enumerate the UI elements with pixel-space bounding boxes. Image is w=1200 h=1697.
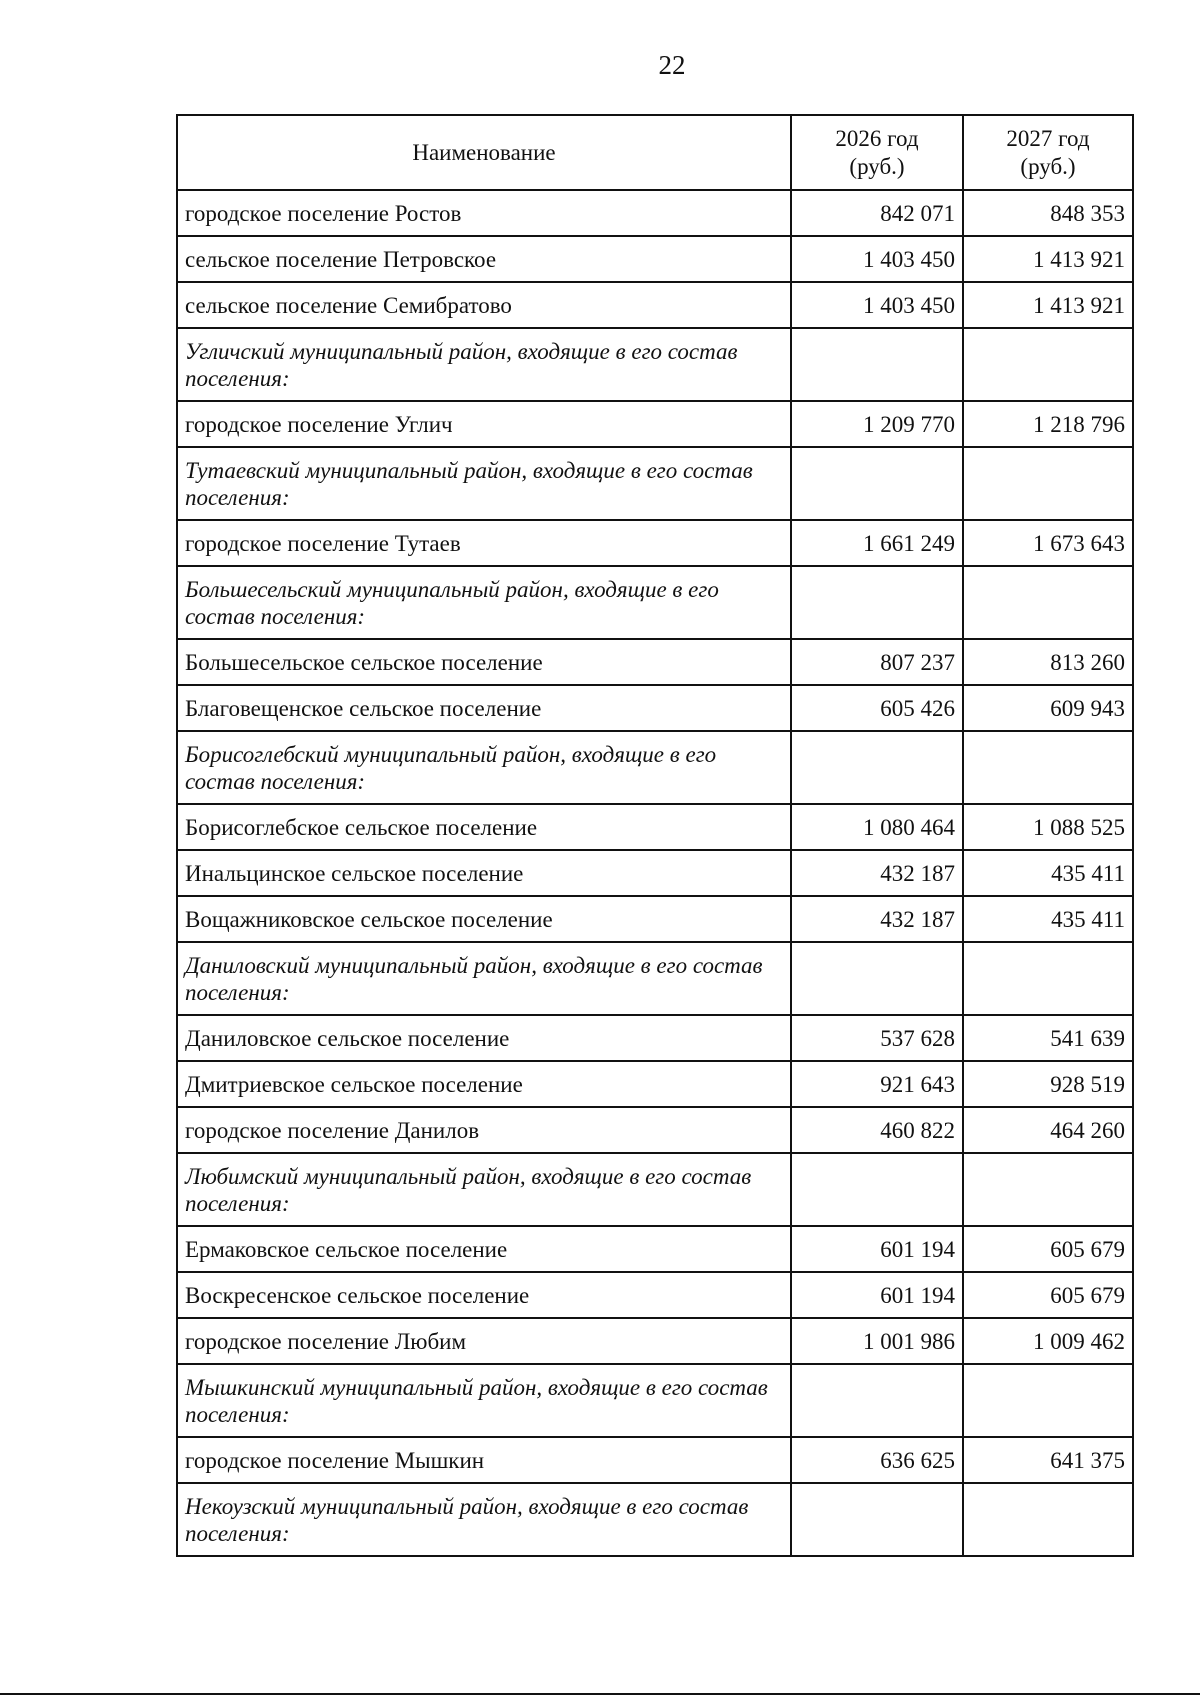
value-2027-cell: 464 260 [963,1107,1133,1153]
value-2026-cell [791,328,963,401]
value-2027-cell [963,1483,1133,1556]
value-2027-cell: 813 260 [963,639,1133,685]
settlement-name-cell: Даниловское сельское поселение [177,1015,791,1061]
table-body [177,190,1133,1556]
value-2027-cell [963,447,1133,520]
value-2026-cell: 1 209 770 [791,401,963,447]
settlement-name-cell: Борисоглебское сельское поселение [177,804,791,850]
value-2026-cell: 537 628 [791,1015,963,1061]
value-2026-cell: 636 625 [791,1437,963,1483]
district-row [177,328,1133,401]
value-2026-cell [791,447,963,520]
table-row [177,685,1133,731]
district-name-cell: Любимский муниципальный район, входящие в его состав поселения: [177,1153,791,1226]
district-row [177,942,1133,1015]
value-2027-cell: 1 673 643 [963,520,1133,566]
value-2026-cell: 601 194 [791,1272,963,1318]
settlement-name-cell: городское поселение Ростов [177,190,791,236]
value-2027-cell: 435 411 [963,850,1133,896]
value-2026-cell: 1 080 464 [791,804,963,850]
value-2026-cell: 1 403 450 [791,282,963,328]
page-number: 22 [658,50,686,80]
value-2026-cell [791,731,963,804]
settlement-name-cell: Воскресенское сельское поселение [177,1272,791,1318]
value-2027-cell [963,731,1133,804]
settlement-name-cell: сельское поселение Петровское [177,236,791,282]
table-row [177,1226,1133,1272]
header-name: Наименование [177,115,791,190]
value-2027-cell [963,942,1133,1015]
settlement-name-cell: городское поселение Любим [177,1318,791,1364]
settlement-name-cell: Дмитриевское сельское поселение [177,1061,791,1107]
value-2027-cell [963,1153,1133,1226]
value-2027-cell: 1 413 921 [963,236,1133,282]
value-2027-cell [963,1364,1133,1437]
district-row [177,447,1133,520]
table-row [177,282,1133,328]
table-row [177,804,1133,850]
district-name-cell: Борисоглебский муниципальный район, входящие в его состав поселения: [177,731,791,804]
value-2027-cell: 1 413 921 [963,282,1133,328]
settlement-name-cell: Благовещенское сельское поселение [177,685,791,731]
value-2027-cell: 1 009 462 [963,1318,1133,1364]
table-row [177,236,1133,282]
value-2026-cell: 842 071 [791,190,963,236]
table-row [177,896,1133,942]
table-row [177,1107,1133,1153]
table-row [177,190,1133,236]
value-2026-cell [791,942,963,1015]
value-2027-cell: 541 639 [963,1015,1133,1061]
settlement-name-cell: городское поселение Данилов [177,1107,791,1153]
table-row [177,639,1133,685]
value-2027-cell: 609 943 [963,685,1133,731]
settlement-name-cell: Вощажниковское сельское поселение [177,896,791,942]
value-2027-cell: 605 679 [963,1272,1133,1318]
value-2026-cell [791,1364,963,1437]
district-row [177,731,1133,804]
district-name-cell: Даниловский муниципальный район, входящие в его состав поселения: [177,942,791,1015]
settlement-name-cell: Большесельское сельское поселение [177,639,791,685]
table-row [177,1061,1133,1107]
district-name-cell: Тутаевский муниципальный район, входящие в его состав поселения: [177,447,791,520]
value-2026-cell: 605 426 [791,685,963,731]
table-row [177,1437,1133,1483]
settlement-name-cell: городское поселение Углич [177,401,791,447]
table-header [177,115,1133,190]
value-2027-cell: 641 375 [963,1437,1133,1483]
table-row [177,520,1133,566]
settlement-name-cell: городское поселение Тутаев [177,520,791,566]
header-2026: 2026 год (руб.) [791,115,963,190]
value-2027-cell: 928 519 [963,1061,1133,1107]
value-2027-cell: 605 679 [963,1226,1133,1272]
header-row [177,115,1133,190]
value-2027-cell: 848 353 [963,190,1133,236]
value-2026-cell: 432 187 [791,896,963,942]
value-2026-cell: 460 822 [791,1107,963,1153]
value-2027-cell: 1 218 796 [963,401,1133,447]
value-2026-cell: 1 001 986 [791,1318,963,1364]
value-2026-cell: 1 661 249 [791,520,963,566]
table-row [177,1272,1133,1318]
table-row [177,401,1133,447]
settlement-name-cell: Инальцинское сельское поселение [177,850,791,896]
value-2027-cell [963,566,1133,639]
settlement-name-cell: городское поселение Мышкин [177,1437,791,1483]
value-2026-cell: 432 187 [791,850,963,896]
district-name-cell: Угличский муниципальный район, входящие в его состав поселения: [177,328,791,401]
value-2026-cell [791,1153,963,1226]
value-2027-cell: 435 411 [963,896,1133,942]
district-name-cell: Большесельский муниципальный район, входящие в его состав поселения: [177,566,791,639]
table-row [177,1318,1133,1364]
settlement-name-cell: Ермаковское сельское поселение [177,1226,791,1272]
district-row [177,1153,1133,1226]
value-2027-cell [963,328,1133,401]
district-row [177,566,1133,639]
value-2026-cell: 807 237 [791,639,963,685]
district-row [177,1364,1133,1437]
value-2026-cell [791,1483,963,1556]
value-2026-cell: 1 403 450 [791,236,963,282]
value-2027-cell: 1 088 525 [963,804,1133,850]
budget-table [176,114,1134,1557]
value-2026-cell: 921 643 [791,1061,963,1107]
district-row [177,1483,1133,1556]
value-2026-cell: 601 194 [791,1226,963,1272]
bottom-divider [0,1693,1200,1695]
district-name-cell: Некоузский муниципальный район, входящие в его состав поселения: [177,1483,791,1556]
table-row [177,1015,1133,1061]
header-2027: 2027 год (руб.) [963,115,1133,190]
settlement-name-cell: сельское поселение Семибратово [177,282,791,328]
value-2026-cell [791,566,963,639]
table-row [177,850,1133,896]
district-name-cell: Мышкинский муниципальный район, входящие в его состав поселения: [177,1364,791,1437]
